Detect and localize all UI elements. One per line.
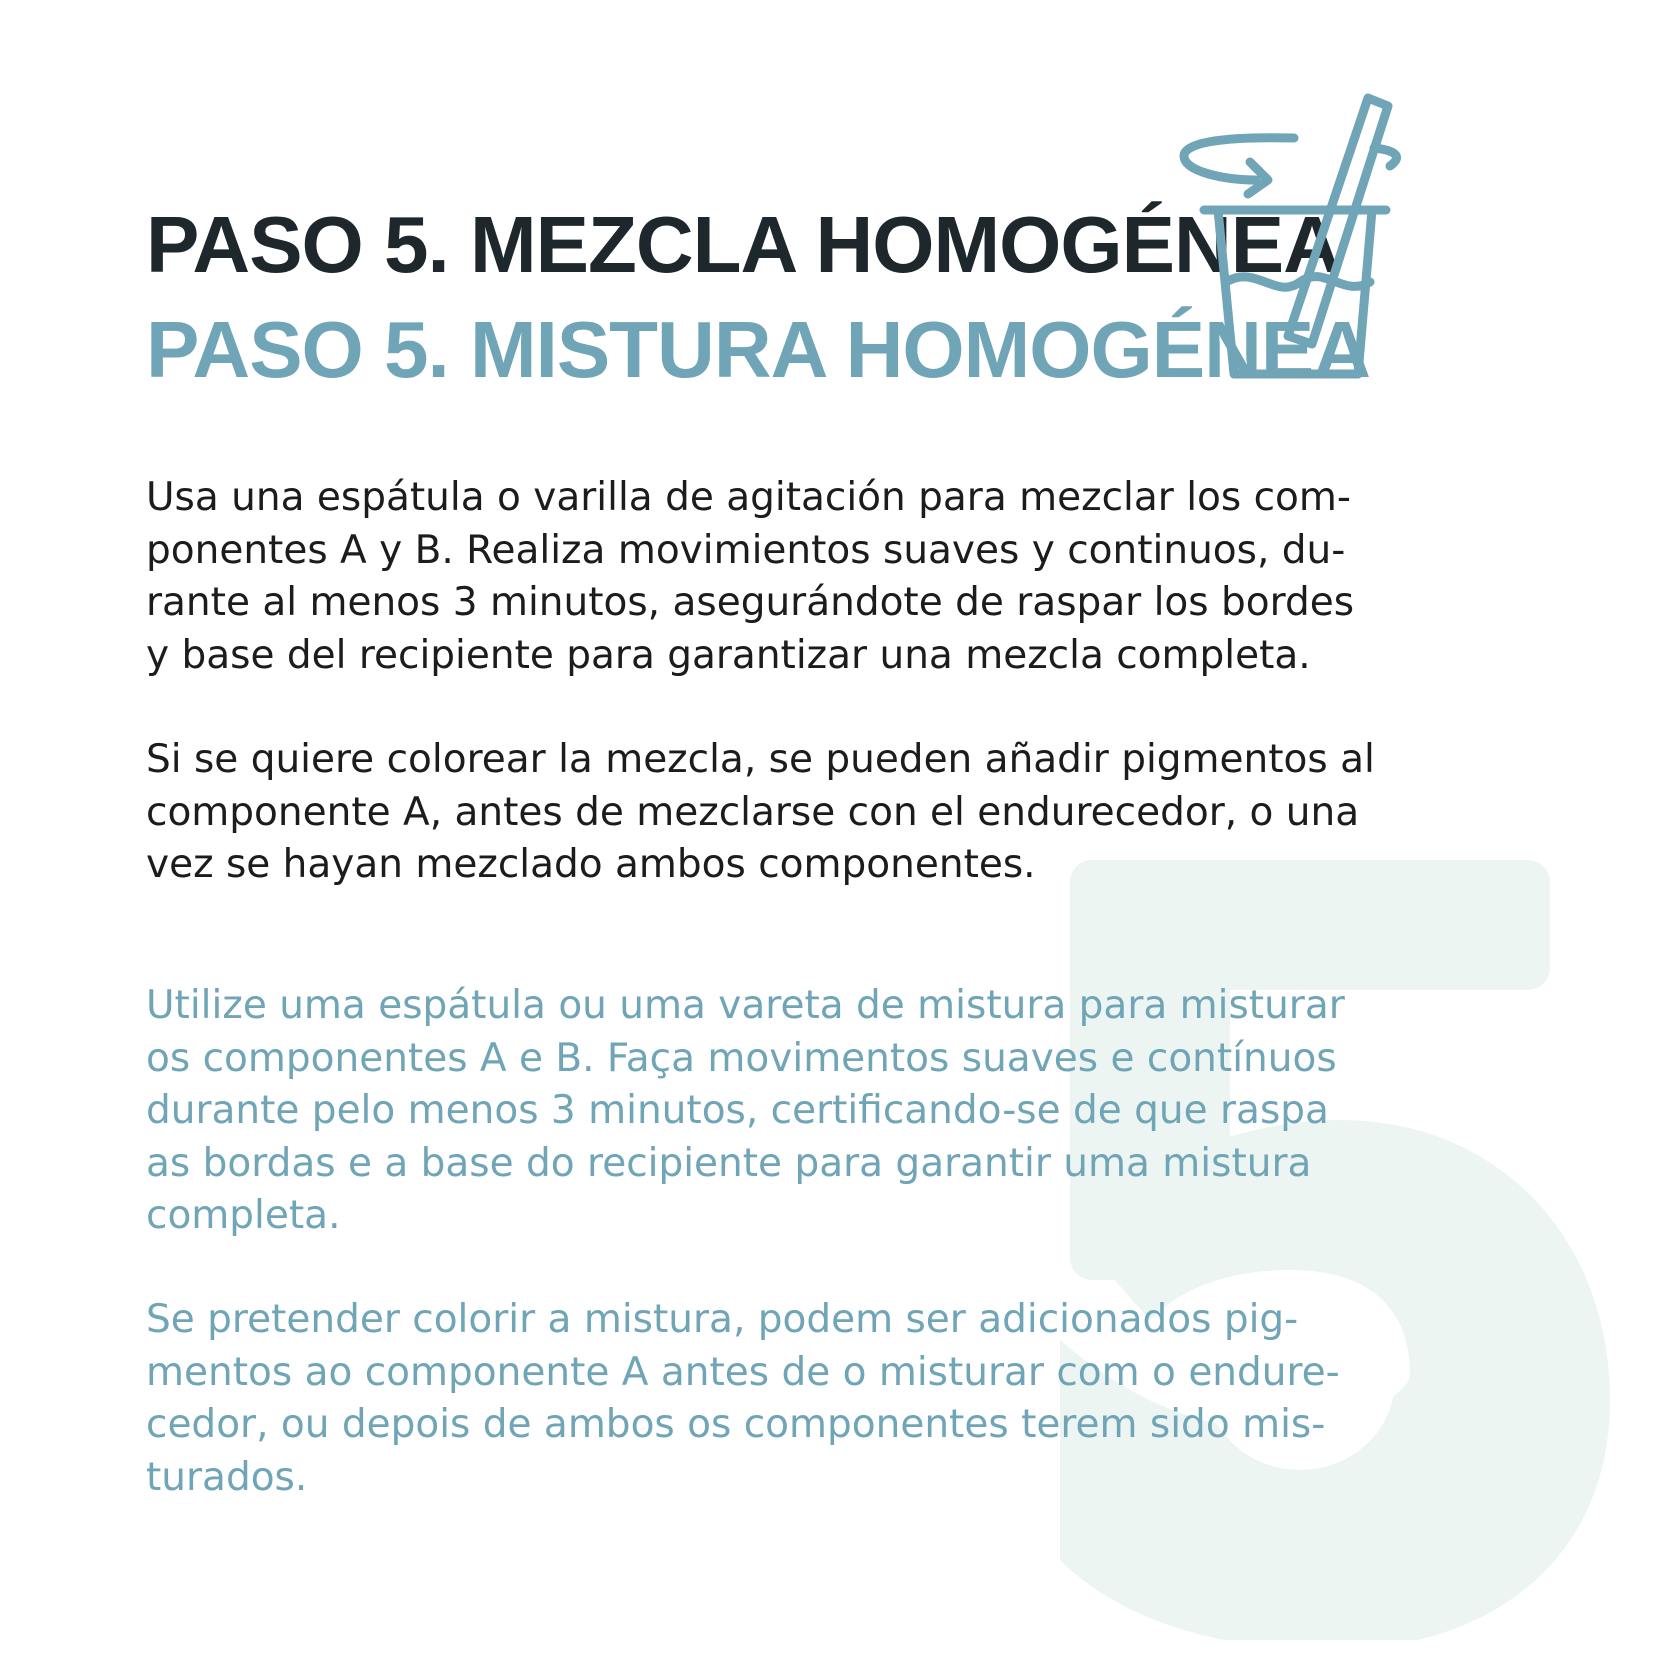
body-paragraph-es-1: Usa una espátula o varilla de agitación para mezclar los com- ponentes A y B. Realiza movimientos suaves y continuos, du- rante al menos 3 minutos, asegurándote de raspar los bordes y base del recipiente para garantizar una mezcla completa. xyxy=(146,475,1355,678)
body-paragraph-pt-1: Utilize uma espátula ou uma vareta de mistura para misturar os componentes A e B. Faça movimentos suaves e contínuos durante pelo menos 3 minutos, certificando-se de que raspa as bordas e a base do recipiente para garantir uma mistura completa. xyxy=(146,983,1345,1238)
body-paragraph-pt-2: Se pretender colorir a mistura, podem ser adicionados pig- mentos ao componente A antes de o misturar com o endure- cedor, ou depois de ambos os componentes terem sido mis- turados. xyxy=(146,1297,1340,1500)
mixing-cup-stir-icon xyxy=(1176,92,1426,392)
page-title-es: PASO 5. MEZCLA HOMOGÉNEA xyxy=(146,200,1340,289)
page-title-pt: PASO 5. MISTURA HOMOGÉNEA xyxy=(146,305,1370,394)
body-paragraph-es-2: Si se quiere colorear la mezcla, se pueden añadir pigmentos al componente A, antes de mezclarse con el endurecedor, o una vez se hayan mezclado ambos componentes. xyxy=(146,737,1375,887)
